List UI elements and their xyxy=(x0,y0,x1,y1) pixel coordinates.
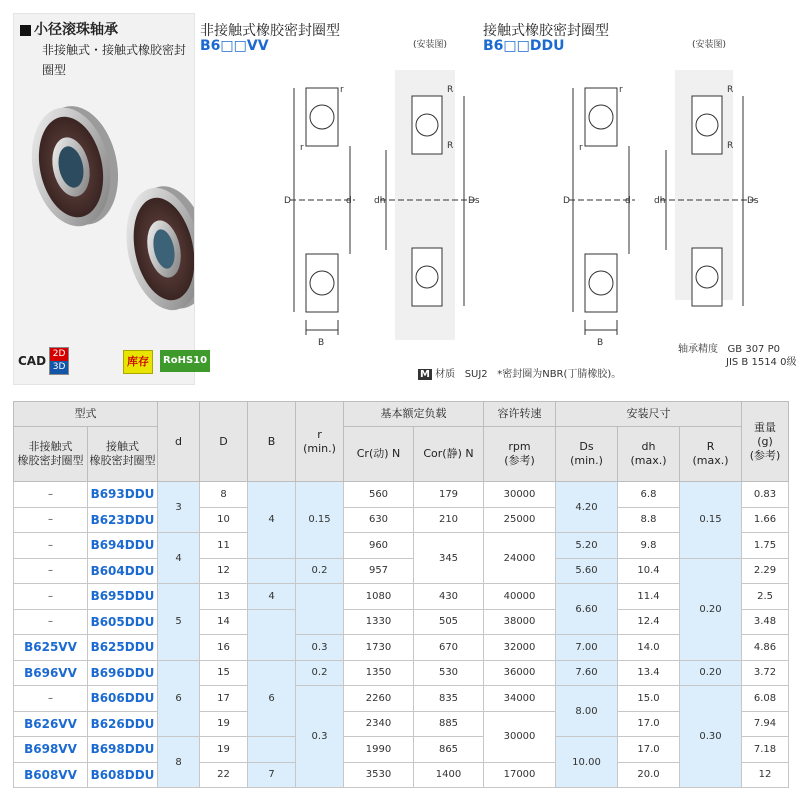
cell-contact[interactable]: B623DDU xyxy=(88,507,158,533)
cell-weight: 0.83 xyxy=(742,482,789,508)
cell-rpm: 40000 xyxy=(484,584,556,610)
spec-table xyxy=(13,401,789,788)
cell-D: 15 xyxy=(200,660,248,686)
cell-dh: 11.4 xyxy=(618,584,680,610)
cell-cr: 560 xyxy=(344,482,414,508)
noncontact-code: B6□□VV xyxy=(200,38,269,54)
cell-ds: 5.20 xyxy=(556,533,618,559)
cell-dh: 12.4 xyxy=(618,609,680,635)
cell-noncontact: – xyxy=(14,558,88,584)
precision-label: 轴承精度 xyxy=(678,344,718,355)
cell-d: 3 xyxy=(158,482,200,533)
cell-D: 19 xyxy=(200,711,248,737)
cell-contact[interactable]: B698DDU xyxy=(88,737,158,763)
cell-D: 14 xyxy=(200,609,248,635)
th-cr: Cr(动) N xyxy=(344,427,414,482)
cell-cr: 960 xyxy=(344,533,414,559)
cell-rpm: 38000 xyxy=(484,609,556,635)
cell-cr: 957 xyxy=(344,558,414,584)
cell-weight: 7.94 xyxy=(742,711,789,737)
cell-ds: 5.60 xyxy=(556,558,618,584)
cell-cor: 885 xyxy=(414,711,484,737)
th-type: 型式 xyxy=(14,402,158,427)
cell-r: 0.3 xyxy=(296,635,344,661)
cell-contact[interactable]: B626DDU xyxy=(88,711,158,737)
cell-cor: 430 xyxy=(414,584,484,610)
th-R: R (max.) xyxy=(680,427,742,482)
cell-cr: 630 xyxy=(344,507,414,533)
svg-text:r: r xyxy=(579,143,583,153)
th-noncontact: 非接触式 橡胶密封圈型 xyxy=(14,427,88,482)
bearing-right xyxy=(116,179,194,317)
cell-D: 12 xyxy=(200,558,248,584)
th-install-size: 安装尺寸 xyxy=(556,402,742,427)
cell-R: 0.20 xyxy=(680,558,742,660)
noncontact-drawing xyxy=(260,50,540,350)
svg-text:D: D xyxy=(563,196,570,206)
cell-weight: 1.75 xyxy=(742,533,789,559)
th-dh: dh (max.) xyxy=(618,427,680,482)
cell-weight: 3.48 xyxy=(742,609,789,635)
svg-text:R: R xyxy=(447,141,454,151)
cell-B: 6 xyxy=(248,660,296,737)
cell-cor: 179 xyxy=(414,482,484,508)
cell-D: 8 xyxy=(200,482,248,508)
cell-contact[interactable]: B694DDU xyxy=(88,533,158,559)
rohs-badge: RoHS10 xyxy=(160,350,210,372)
cell-ds: 8.00 xyxy=(556,686,618,737)
svg-text:B: B xyxy=(318,338,325,348)
cell-rpm: 17000 xyxy=(484,762,556,788)
cell-ds: 7.60 xyxy=(556,660,618,686)
th-weight: 重量 (g) (参考) xyxy=(742,402,789,482)
cell-cor: 505 xyxy=(414,609,484,635)
cell-noncontact[interactable]: B625VV xyxy=(14,635,88,661)
table-row xyxy=(14,635,789,661)
svg-text:dh: dh xyxy=(374,196,386,206)
cell-contact[interactable]: B608DDU xyxy=(88,762,158,788)
top-section xyxy=(0,0,800,392)
table-row xyxy=(14,711,789,737)
cell-r: 0.15 xyxy=(296,482,344,559)
svg-text:r: r xyxy=(340,85,344,95)
cell-cr: 1350 xyxy=(344,660,414,686)
cad-format-icon xyxy=(49,347,69,375)
cell-d: 4 xyxy=(158,533,200,584)
product-subtitle: 非接触式・接触式橡胶密封圈型 xyxy=(42,43,187,77)
cell-B xyxy=(248,609,296,660)
cell-dh: 15.0 xyxy=(618,686,680,712)
table-row xyxy=(14,533,789,559)
stock-badge: 库存 xyxy=(123,350,153,374)
cell-d: 5 xyxy=(158,584,200,661)
product-panel xyxy=(13,13,208,385)
cell-cor: 345 xyxy=(414,533,484,584)
cell-weight: 7.18 xyxy=(742,737,789,763)
svg-text:r: r xyxy=(300,143,304,153)
bearing-photo xyxy=(14,59,194,329)
cell-dh: 17.0 xyxy=(618,711,680,737)
cad-label: CAD xyxy=(18,354,47,368)
cell-r: 0.2 xyxy=(296,660,344,686)
precision-gb: GB 307 P0 xyxy=(727,344,780,355)
table-row xyxy=(14,686,789,712)
cell-dh: 20.0 xyxy=(618,762,680,788)
cell-R: 0.15 xyxy=(680,482,742,559)
th-cor: Cor(静) N xyxy=(414,427,484,482)
cell-noncontact[interactable]: B696VV xyxy=(14,660,88,686)
cell-cor: 670 xyxy=(414,635,484,661)
cell-R: 0.20 xyxy=(680,660,742,686)
cell-noncontact: – xyxy=(14,507,88,533)
svg-text:R: R xyxy=(727,141,734,151)
cell-cr: 2340 xyxy=(344,711,414,737)
material-label: 材质 xyxy=(435,369,456,380)
cell-cr: 2260 xyxy=(344,686,414,712)
svg-text:d: d xyxy=(625,196,631,206)
svg-text:Ds: Ds xyxy=(468,196,480,206)
cell-D: 13 xyxy=(200,584,248,610)
cell-noncontact[interactable]: B626VV xyxy=(14,711,88,737)
cell-rpm: 30000 xyxy=(484,711,556,762)
cell-dh: 17.0 xyxy=(618,737,680,763)
th-d: d xyxy=(158,402,200,482)
cell-D: 17 xyxy=(200,686,248,712)
table-row xyxy=(14,609,789,635)
cell-dh: 13.4 xyxy=(618,660,680,686)
cell-rpm: 24000 xyxy=(484,533,556,584)
cell-rpm: 25000 xyxy=(484,507,556,533)
spec-table-wrap xyxy=(13,401,788,788)
cell-weight: 2.5 xyxy=(742,584,789,610)
cell-noncontact: – xyxy=(14,686,88,712)
bearing-left xyxy=(21,99,128,234)
cell-dh: 8.8 xyxy=(618,507,680,533)
cell-noncontact: – xyxy=(14,482,88,508)
material-value: SUJ2 xyxy=(464,369,488,380)
precision-jis: JIS B 1514 0级 xyxy=(726,357,797,368)
cell-cor: 1400 xyxy=(414,762,484,788)
material-note xyxy=(418,365,621,380)
svg-text:d: d xyxy=(346,196,352,206)
cell-rpm: 30000 xyxy=(484,482,556,508)
table-row xyxy=(14,737,789,763)
cell-contact[interactable]: B695DDU xyxy=(88,584,158,610)
cell-cr: 1730 xyxy=(344,635,414,661)
cell-ds: 4.20 xyxy=(556,482,618,533)
th-speed: 容许转速 xyxy=(484,402,556,427)
cell-ds: 7.00 xyxy=(556,635,618,661)
badges xyxy=(18,346,208,378)
th-D: D xyxy=(200,402,248,482)
cell-contact[interactable]: B604DDU xyxy=(88,558,158,584)
cell-dh: 6.8 xyxy=(618,482,680,508)
cell-d: 8 xyxy=(158,737,200,788)
cad-2d-label: 2D xyxy=(50,348,68,361)
title-square-icon xyxy=(20,25,31,36)
cell-D: 19 xyxy=(200,737,248,763)
title-main-text: 小径滚珠轴承 xyxy=(34,22,118,38)
cell-cor: 210 xyxy=(414,507,484,533)
cell-B: 7 xyxy=(248,762,296,788)
material-badge-icon: M xyxy=(420,369,430,380)
cell-dh: 10.4 xyxy=(618,558,680,584)
precision-note xyxy=(678,343,796,369)
cell-rpm: 36000 xyxy=(484,660,556,686)
cell-noncontact[interactable]: B608VV xyxy=(14,762,88,788)
cell-noncontact: – xyxy=(14,584,88,610)
cell-noncontact: – xyxy=(14,533,88,559)
contact-drawing xyxy=(545,50,785,350)
cell-contact[interactable]: B696DDU xyxy=(88,660,158,686)
th-contact: 接触式 橡胶密封圈型 xyxy=(88,427,158,482)
cell-contact[interactable]: B605DDU xyxy=(88,609,158,635)
cell-contact[interactable]: B625DDU xyxy=(88,635,158,661)
seal-note: *密封圈为NBR(丁腈橡胶)。 xyxy=(497,369,622,380)
cell-dh: 14.0 xyxy=(618,635,680,661)
cell-R: 0.30 xyxy=(680,686,742,788)
cell-cor: 835 xyxy=(414,686,484,712)
cell-D: 16 xyxy=(200,635,248,661)
table-row xyxy=(14,660,789,686)
table-row xyxy=(14,762,789,788)
table-row xyxy=(14,482,789,508)
cell-D: 22 xyxy=(200,762,248,788)
table-row xyxy=(14,584,789,610)
svg-text:R: R xyxy=(447,85,454,95)
th-rpm: rpm (参考) xyxy=(484,427,556,482)
cell-B: 4 xyxy=(248,482,296,559)
cell-rpm: 32000 xyxy=(484,635,556,661)
cell-cr: 1990 xyxy=(344,737,414,763)
th-ds: Ds (min.) xyxy=(556,427,618,482)
cell-cr: 3530 xyxy=(344,762,414,788)
cell-B xyxy=(248,737,296,763)
th-B: B xyxy=(248,402,296,482)
contact-install-label: (安装图) xyxy=(692,40,727,50)
cell-r: 0.2 xyxy=(296,558,344,584)
cell-noncontact: – xyxy=(14,609,88,635)
noncontact-install-label: (安装图) xyxy=(413,40,448,50)
svg-text:D: D xyxy=(284,196,291,206)
th-r: r (min.) xyxy=(296,402,344,482)
cell-B: 4 xyxy=(248,584,296,610)
svg-text:Ds: Ds xyxy=(747,196,759,206)
cad-3d-label: 3D xyxy=(50,361,68,374)
cell-ds: 6.60 xyxy=(556,584,618,635)
svg-text:r: r xyxy=(619,85,623,95)
cell-weight: 12 xyxy=(742,762,789,788)
cell-d: 6 xyxy=(158,660,200,737)
cell-rpm: 34000 xyxy=(484,686,556,712)
table-row xyxy=(14,507,789,533)
svg-text:R: R xyxy=(727,85,734,95)
product-title xyxy=(20,20,194,40)
noncontact-title: 非接触式橡胶密封圈型 xyxy=(200,23,340,39)
cell-weight: 4.86 xyxy=(742,635,789,661)
cell-weight: 6.08 xyxy=(742,686,789,712)
th-rated-load: 基本额定负载 xyxy=(344,402,484,427)
cell-D: 11 xyxy=(200,533,248,559)
cell-r: 0.3 xyxy=(296,686,344,788)
table-row xyxy=(14,558,789,584)
cell-cor: 530 xyxy=(414,660,484,686)
cell-cr: 1080 xyxy=(344,584,414,610)
cell-B xyxy=(248,558,296,584)
contact-title: 接触式橡胶密封圈型 xyxy=(483,23,609,39)
cell-weight: 2.29 xyxy=(742,558,789,584)
cell-cr: 1330 xyxy=(344,609,414,635)
cell-contact[interactable]: B606DDU xyxy=(88,686,158,712)
cell-r xyxy=(296,584,344,635)
contact-code: B6□□DDU xyxy=(483,38,565,54)
cell-dh: 9.8 xyxy=(618,533,680,559)
cell-noncontact[interactable]: B698VV xyxy=(14,737,88,763)
cell-contact[interactable]: B693DDU xyxy=(88,482,158,508)
cell-weight: 1.66 xyxy=(742,507,789,533)
cell-cor: 865 xyxy=(414,737,484,763)
cell-D: 10 xyxy=(200,507,248,533)
cell-weight: 3.72 xyxy=(742,660,789,686)
cad-badge[interactable] xyxy=(18,348,80,374)
cell-ds: 10.00 xyxy=(556,737,618,788)
svg-text:dh: dh xyxy=(654,196,666,206)
svg-text:B: B xyxy=(597,338,604,348)
